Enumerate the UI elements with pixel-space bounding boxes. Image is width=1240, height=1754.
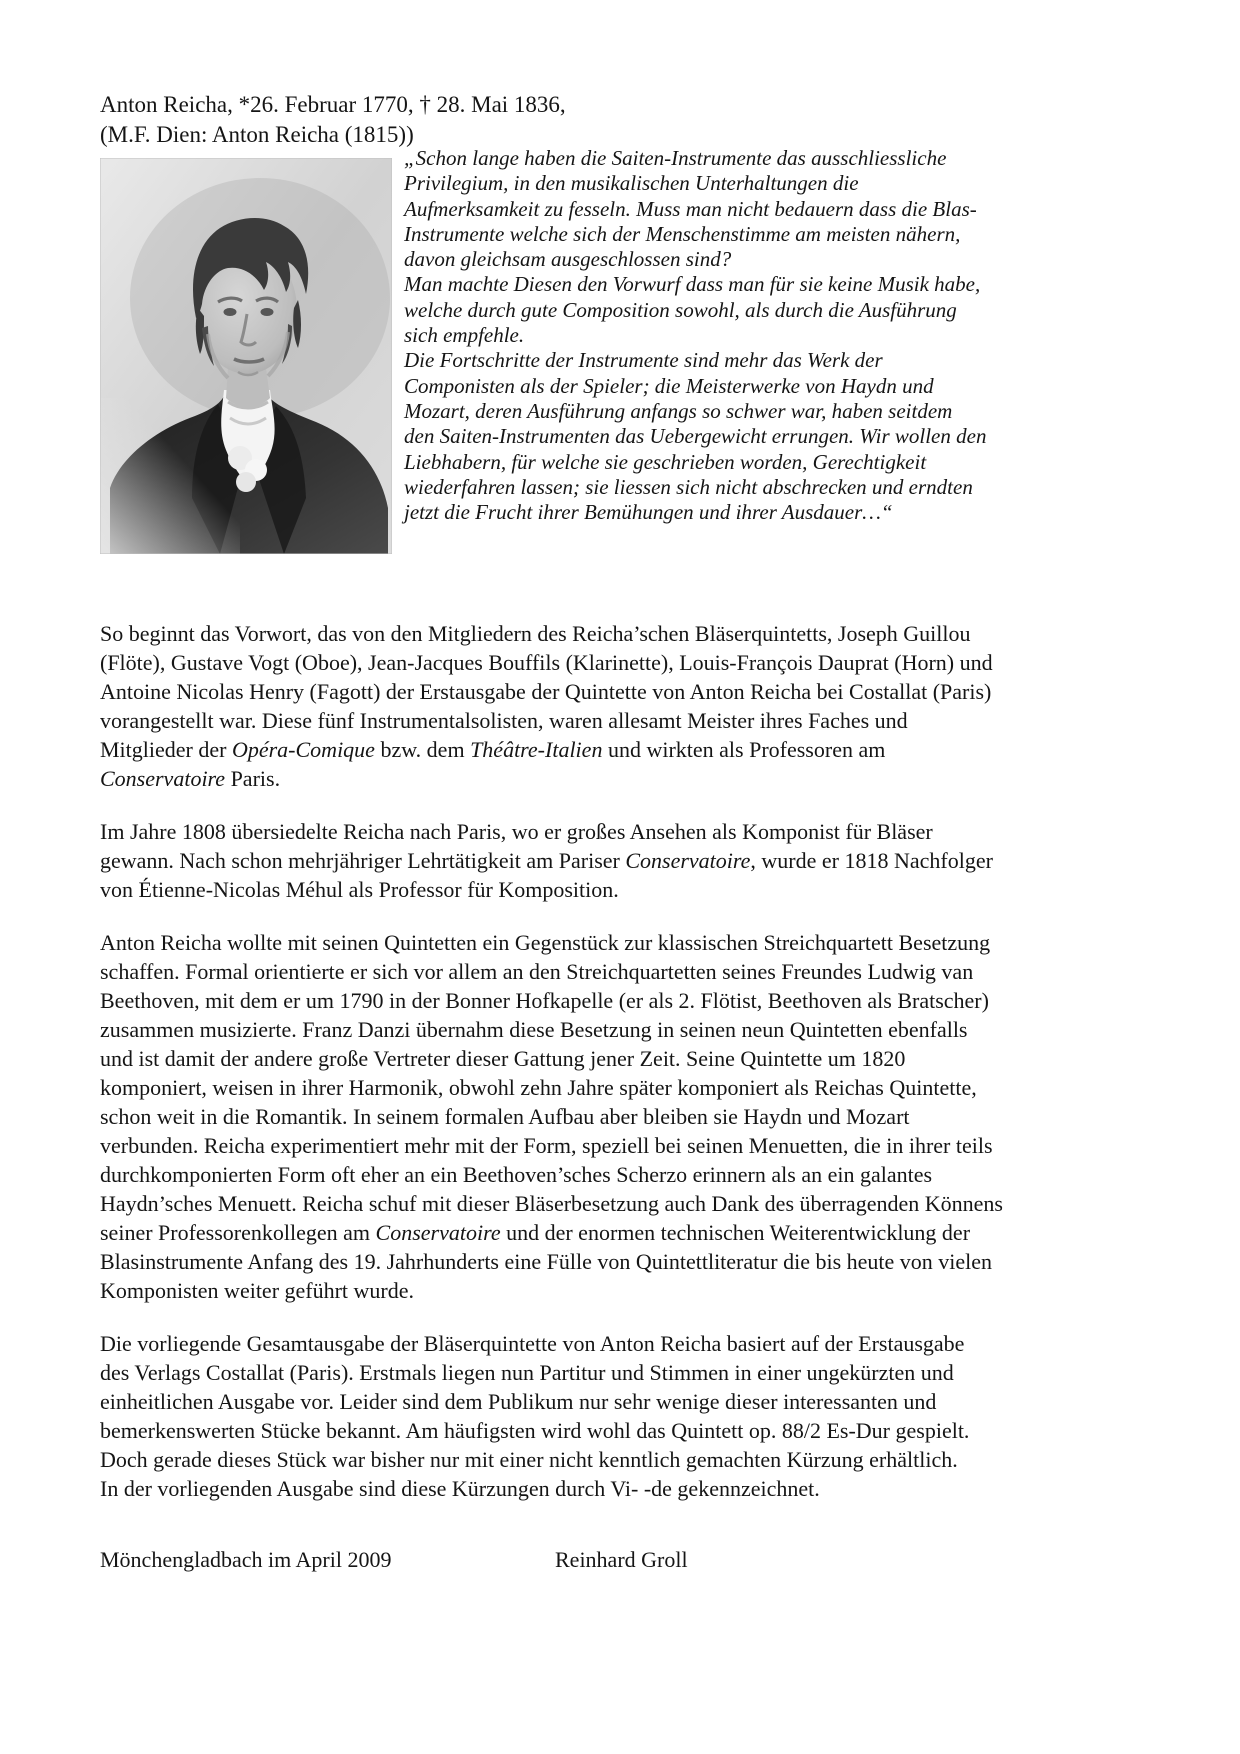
footer-author: Reinhard Groll [555,1547,688,1572]
portrait-figure [100,158,392,554]
portrait-image [100,158,392,554]
document-footer [100,1545,1140,1574]
footer-place-date: Mönchengladbach im April 2009 [100,1547,392,1572]
body-paragraph-1: So beginnt das Vorwort, das von den Mitgliedern des Reicha’schen Bläserquintetts, Joseph Guillou (Flöte), Gustave Vogt (Oboe), Jean-Jacques Bouffils (Klarinette), Louis-François Dauprat (Horn) und Antoine Nicolas Henry (Fagott) der Erstausgabe der Quintette von Anton Reicha bei Costallat (Paris) vorangestellt war. Diese fünf Instrumentalsolisten, waren allesamt Meister ihres Faches und Mitglieder der Opéra-Comique bzw. dem Théâtre-Italien und wirkten als Professoren am Conservatoire Paris. [100,621,993,791]
figure-row [100,146,1140,554]
body-paragraph-2: Im Jahre 1808 übersiedelte Reicha nach Paris, wo er großes Ansehen als Komponist für Bläser gewann. Nach schon mehrjähriger Lehrtätigkeit am Pariser Conservatoire, wurde er 1818 Nachfolger von Étienne-Nicolas Méhul als Professor für Komposition. [100,819,993,902]
header-title-line: Anton Reicha, *26. Februar 1770, † 28. Mai 1836, [100,92,566,117]
body-paragraph-3: Anton Reicha wollte mit seinen Quintetten ein Gegenstück zur klassischen Streichquartett Besetzung schaffen. Formal orientierte er sich vor allem an den Streichquartetten seines Freundes Ludwig van Beethoven, mit dem er um 1790 in der Bonner Hofkapelle (er als 2. Flötist, Beethoven als Bratscher) zusammen musizierte. Franz Danzi übernahm diese Besetzung in seinen neun Quintetten ebenfalls und ist damit der andere große Vertreter dieser Gattung jener Zeit. Seine Quintette um 1820 komponiert, weisen in ihrer Harmonik, obwohl zehn Jahre später komponiert als Reichas Quintette, schon weit in die Romantik. In seinem formalen Aufbau aber bleiben sie Haydn und Mozart verbunden. Reicha experimentiert mehr mit der Form, speziell bei seinen Menuetten, die in ihrer teils durchkomponierten Form oft eher an ein Beethoven’sches Scherzo erinnern als an ein galantes Haydn’sches Menuett. Reicha schuf mit dieser Bläserbesetzung auch Dank des überragenden Könnens seiner Professorenkollegen am Conservatoire und der enormen technischen Weiterentwicklung der Blasinstrumente Anfang des 19. Jahrhunderts eine Fülle von Quintettliteratur die bis heute von vielen Komponisten weiter geführt wurde. [100,930,1003,1303]
body-paragraph-4: Die vorliegende Gesamtausgabe der Bläserquintette von Anton Reicha basiert auf der Erstausgabe des Verlags Costallat (Paris). Erstmals liegen nun Partitur und Stimmen in einer ungekürzten und einheitlichen Ausgabe vor. Leider sind dem Publikum nur sehr wenige dieser interessanten und bemerkenswerten Stücke bekannt. Am häufigsten wird wohl das Quintett op. 88/2 Es-Dur gespielt. Doch gerade dieses Stück war bisher nur mit einer nicht kenntlich gemachten Kürzung erhältlich. In der vorliegenden Ausgabe sind diese Kürzungen durch Vi- -de gekennzeichnet. [100,1331,970,1501]
preface-quote: „Schon lange haben die Saiten-Instrumente das ausschliessliche Privilegium, in den musikalischen Unterhaltungen die Aufmerksamkeit zu fesseln. Muss man nicht bedauern dass die Blas- Instrumente welche sich der Menschenstimme am meisten nähern, davon gleichsam ausgeschlossen sind? Man machte Diesen den Vorwurf dass man für sie keine Musik habe, welche durch gute Composition sowohl, als durch die Ausführung sich empfehle. Die Fortschritte der Instrumente sind mehr das Werk der Componisten als der Spieler; die Meisterwerke von Haydn und Mozart, deren Ausführung anfangs so schwer war, haben seitdem den Saiten-Instrumenten das Uebergewicht errungen. Wir wollen den Liebhabern, für welche sie geschrieben worden, Gerechtigkeit wiederfahren lassen; sie liessen sich nicht abschrecken und erndten jetzt die Frucht ihrer Bemühungen und ihrer Ausdauer…“ [404,146,987,525]
header-caption-line: (M.F. Dien: Anton Reicha (1815)) [100,122,414,147]
document-header [100,90,1140,150]
